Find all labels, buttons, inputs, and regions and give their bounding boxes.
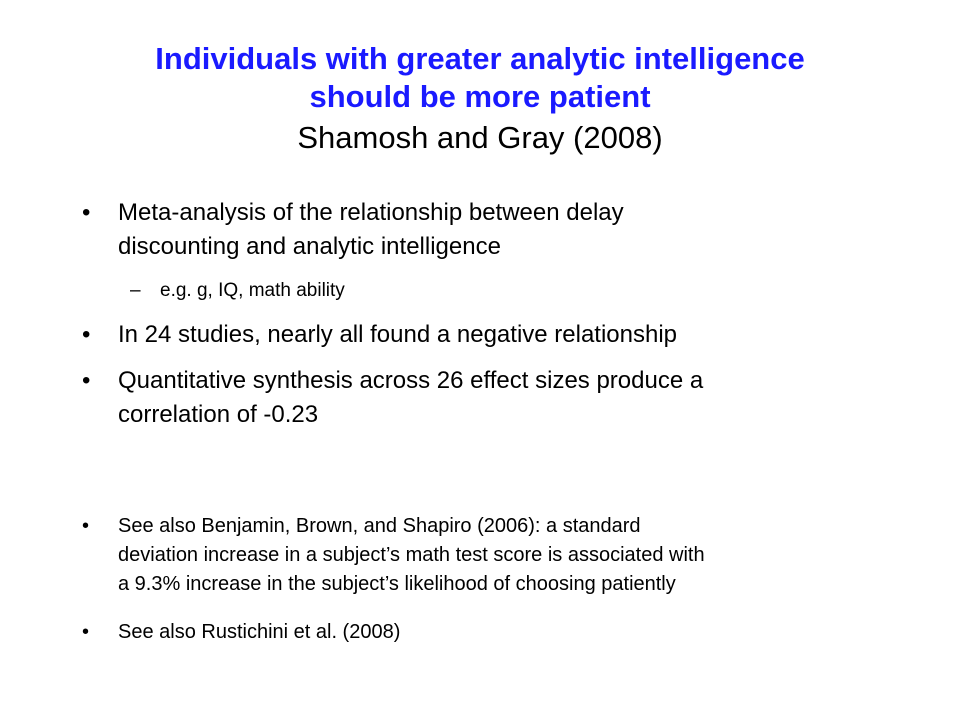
bullet-line: discounting and analytic intelligence	[118, 233, 501, 260]
note-line: a 9.3% increase in the subject’s likelihood of choosing patiently	[118, 573, 676, 595]
bullet-marker: •	[82, 321, 91, 348]
bullet-line: correlation of -0.23	[118, 401, 319, 428]
bullet-marker: •	[82, 515, 90, 537]
dash-marker: –	[130, 280, 141, 301]
bullet-marker: •	[82, 621, 90, 643]
bullet-text	[118, 318, 908, 352]
title-line-1: Individuals with greater analytic intelligence	[155, 41, 805, 76]
bullet-text	[118, 364, 908, 432]
note-text	[118, 618, 918, 647]
bullet-text	[118, 196, 908, 264]
note-line: deviation increase in a subject’s math test score is associated with	[118, 544, 705, 566]
sub-bullet-text: e.g. g, IQ, math ability	[160, 280, 345, 301]
slide-title	[0, 40, 960, 160]
bullet-line: In 24 studies, nearly all found a negative relationship	[118, 321, 678, 348]
bullet-marker: •	[82, 199, 91, 226]
slide-subtitle: Shamosh and Gray (2008)	[297, 120, 663, 155]
title-line-2: should be more patient	[309, 79, 651, 114]
bullet-marker: •	[82, 367, 91, 394]
note-line: See also Rustichini et al. (2008)	[118, 621, 401, 643]
note-text	[118, 512, 918, 599]
note-line: See also Benjamin, Brown, and Shapiro (2006): a standard	[118, 515, 641, 537]
bullet-line: Meta-analysis of the relationship between delay	[118, 199, 624, 226]
bullet-line: Quantitative synthesis across 26 effect sizes produce a	[118, 367, 704, 394]
